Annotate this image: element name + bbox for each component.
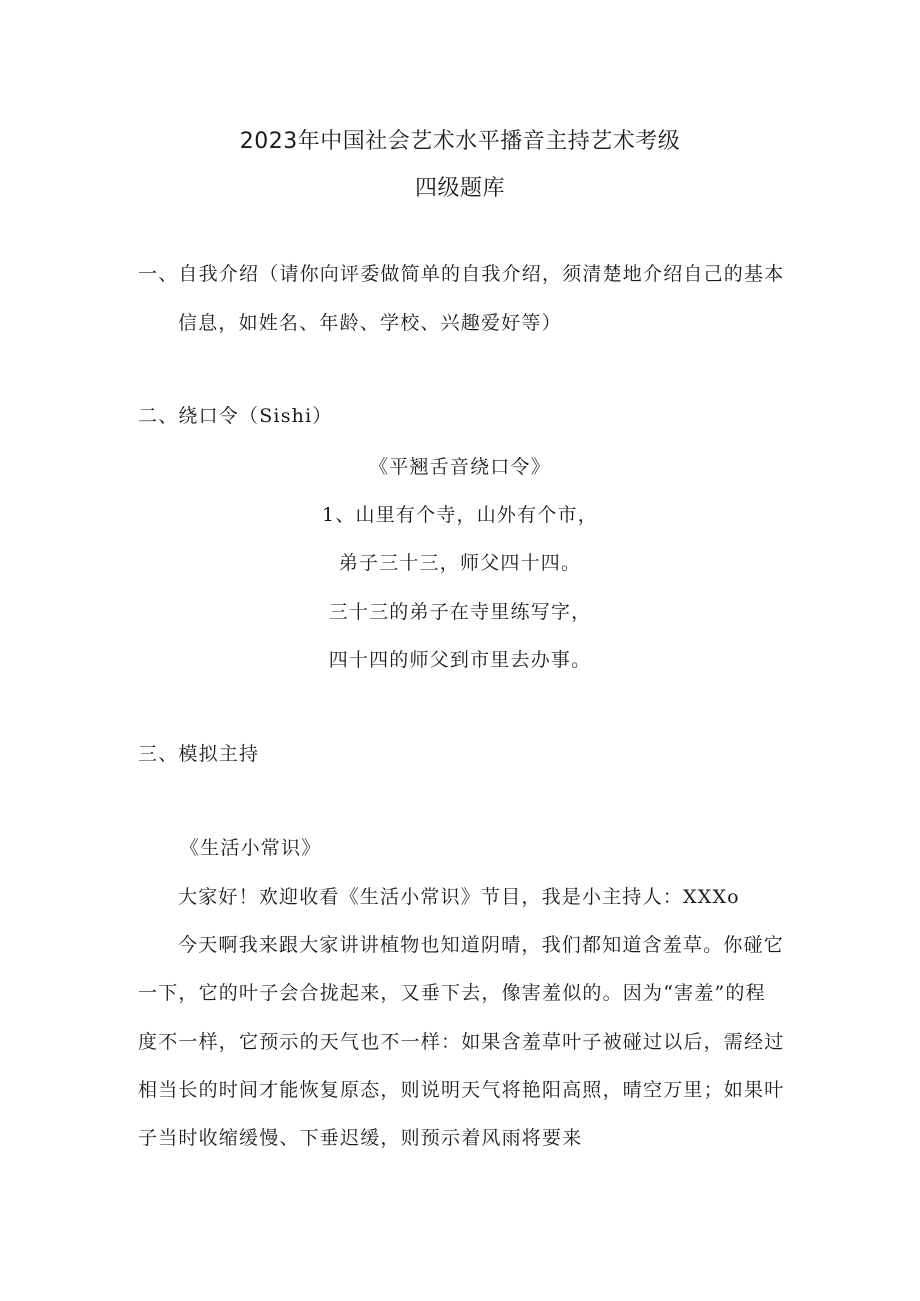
poem-line-4: 四十四的师父到市里去办事。 (328, 649, 592, 671)
section1-heading-line1: 一、自我介绍（请你向评委做简单的自我介绍，须清楚地介绍自己的基本 (138, 263, 785, 285)
greeting-line: 大家好！欢迎收看《生活小常识》节目，我是小主持人：XXXo (178, 886, 740, 908)
document-title-line2: 四级题库 (414, 176, 505, 201)
paragraph-line-5: 子当时收缩缓慢、下垂迟缓，则预示着风雨将要来 (138, 1127, 583, 1149)
poem-line-1: 1、山里有个寺，山外有个市， (322, 504, 598, 526)
section1-heading-line2: 信息，如姓名、年龄、学校、兴趣爱好等） (178, 312, 562, 334)
paragraph-line-3: 度不一样，它预示的天气也不一样：如果含羞草叶子被碰过以后，需经过 (138, 1031, 785, 1053)
poem-line-2: 弟子三十三，师父四十四。 (338, 552, 582, 574)
section2-heading: 二、绕口令（Sishi） (138, 405, 333, 427)
poem-title: 《平翘舌音绕口令》 (369, 456, 551, 478)
poem-line-3: 三十三的弟子在寺里练写字， (328, 601, 592, 623)
program-title: 《生活小常识》 (180, 837, 322, 859)
paragraph-line-4: 相当长的时间才能恢复原态，则说明天气将艳阳高照，晴空万里；如果叶 (138, 1079, 785, 1101)
paragraph-line-1: 今天啊我来跟大家讲讲植物也知道阴晴，我们都知道含羞草。你碰它 (178, 934, 785, 956)
paragraph-line-2: 一下，它的叶子会合拢起来，又垂下去，像害羞似的。因为“害羞”的程 (138, 982, 766, 1004)
section3-heading: 三、模拟主持 (138, 743, 260, 765)
document-title-line1: 2023年中国社会艺术水平播音主持艺术考级 (239, 129, 681, 154)
